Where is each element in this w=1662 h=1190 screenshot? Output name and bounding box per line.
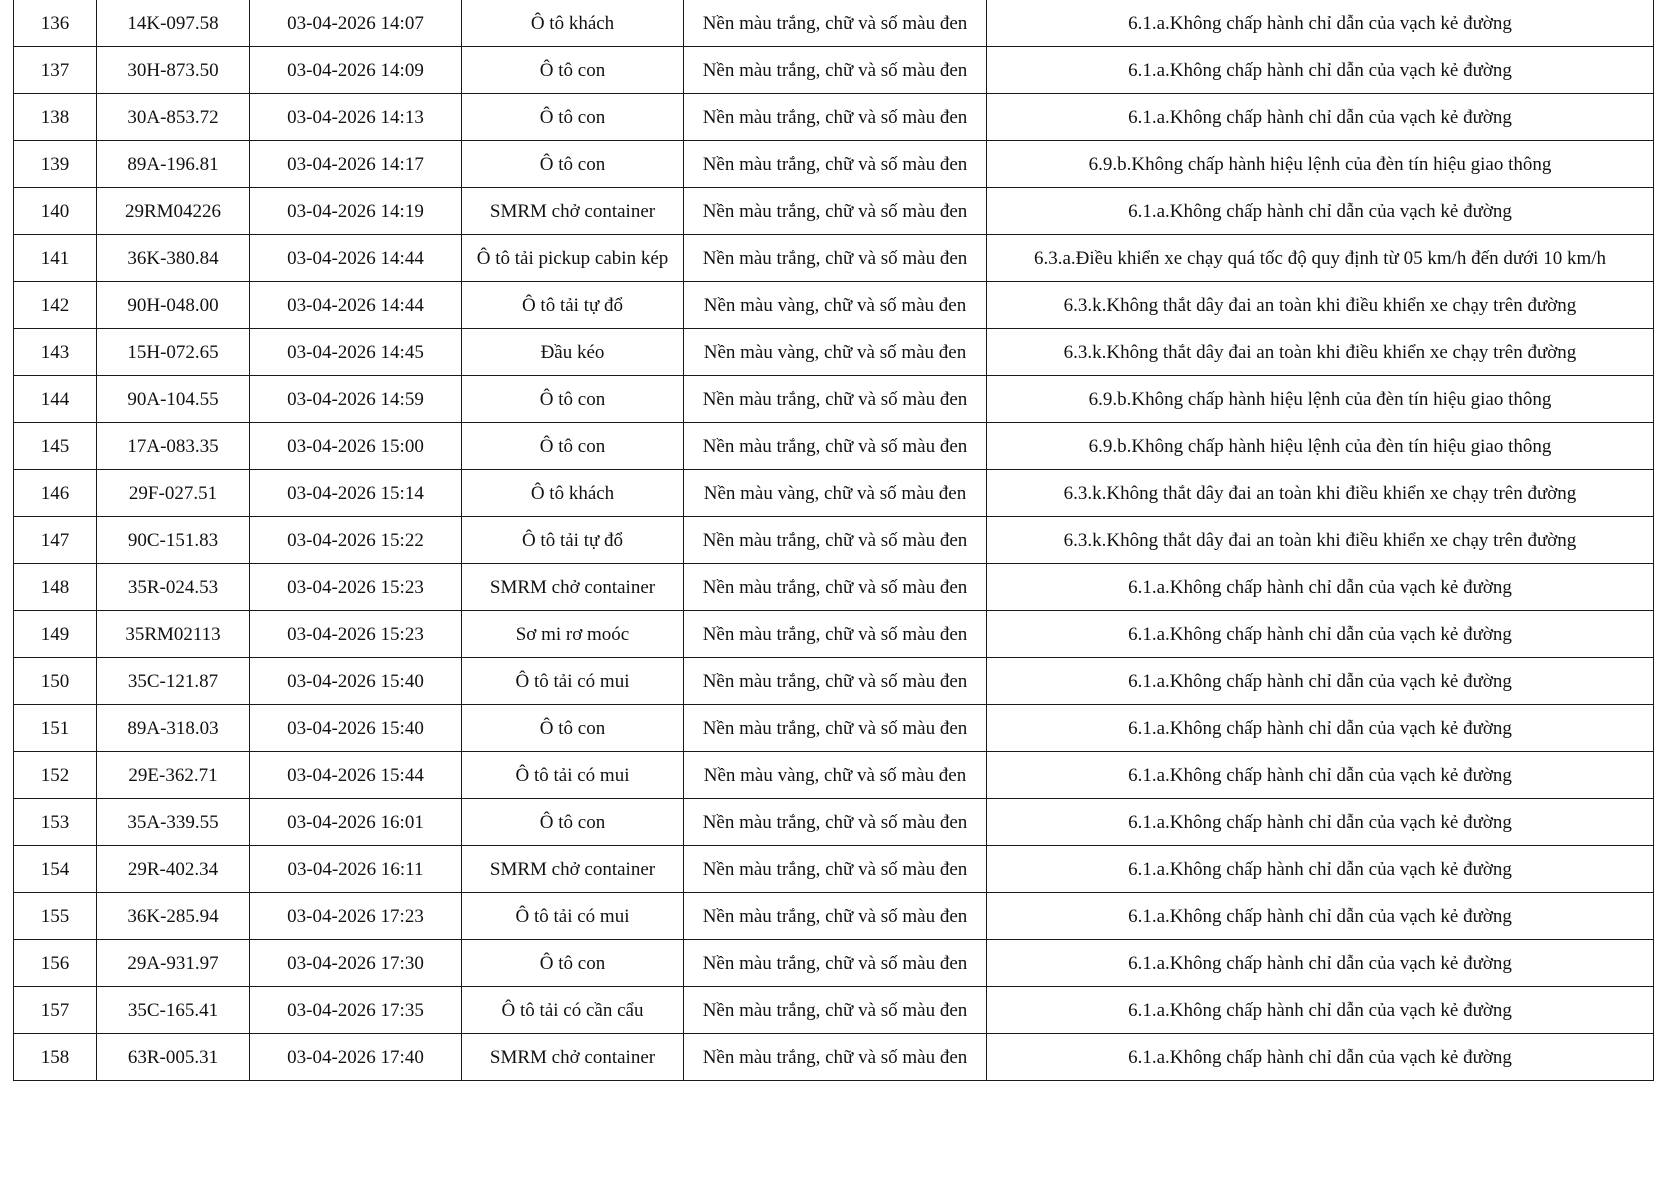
violation-time-cell: 03-04-2026 15:14: [250, 470, 462, 517]
vehicle-type-cell: Ô tô khách: [462, 470, 684, 517]
table-row: [14, 611, 1654, 658]
plate-color-cell: Nền màu trắng, chữ và số màu đen: [684, 376, 987, 423]
violation-time-cell: 03-04-2026 15:44: [250, 752, 462, 799]
vehicle-type-cell: SMRM chở container: [462, 188, 684, 235]
violation-time-cell: 03-04-2026 15:23: [250, 611, 462, 658]
license-plate-cell: 29E-362.71: [97, 752, 250, 799]
table-row: [14, 282, 1654, 329]
table-row: [14, 799, 1654, 846]
violation-description-cell: 6.1.a.Không chấp hành chỉ dẫn của vạch kẻ đường: [987, 94, 1654, 141]
vehicle-type-cell: Ô tô con: [462, 423, 684, 470]
violation-description-cell: 6.1.a.Không chấp hành chỉ dẫn của vạch kẻ đường: [987, 940, 1654, 987]
license-plate-cell: 35C-165.41: [97, 987, 250, 1034]
row-number-cell: 141: [14, 235, 97, 282]
violation-time-cell: 03-04-2026 14:07: [250, 0, 462, 47]
row-number-cell: 155: [14, 893, 97, 940]
vehicle-type-cell: Ô tô tải có mui: [462, 893, 684, 940]
table-row: [14, 517, 1654, 564]
violation-time-cell: 03-04-2026 17:23: [250, 893, 462, 940]
vehicle-type-cell: Ô tô con: [462, 94, 684, 141]
violation-description-cell: 6.1.a.Không chấp hành chỉ dẫn của vạch kẻ đường: [987, 1034, 1654, 1081]
row-number-cell: 140: [14, 188, 97, 235]
row-number-cell: 144: [14, 376, 97, 423]
license-plate-cell: 29R-402.34: [97, 846, 250, 893]
violation-description-cell: 6.3.k.Không thắt dây đai an toàn khi điều khiển xe chạy trên đường: [987, 282, 1654, 329]
violation-description-cell: 6.1.a.Không chấp hành chỉ dẫn của vạch kẻ đường: [987, 611, 1654, 658]
row-number-cell: 150: [14, 658, 97, 705]
plate-color-cell: Nền màu trắng, chữ và số màu đen: [684, 423, 987, 470]
violation-description-cell: 6.1.a.Không chấp hành chỉ dẫn của vạch kẻ đường: [987, 987, 1654, 1034]
plate-color-cell: Nền màu trắng, chữ và số màu đen: [684, 611, 987, 658]
violation-description-cell: 6.3.k.Không thắt dây đai an toàn khi điều khiển xe chạy trên đường: [987, 517, 1654, 564]
violation-description-cell: 6.1.a.Không chấp hành chỉ dẫn của vạch kẻ đường: [987, 799, 1654, 846]
row-number-cell: 157: [14, 987, 97, 1034]
table-row: [14, 940, 1654, 987]
table-row: [14, 846, 1654, 893]
violations-table: [13, 0, 1654, 1081]
plate-color-cell: Nền màu trắng, chữ và số màu đen: [684, 235, 987, 282]
plate-color-cell: Nền màu trắng, chữ và số màu đen: [684, 517, 987, 564]
violation-description-cell: 6.1.a.Không chấp hành chỉ dẫn của vạch kẻ đường: [987, 846, 1654, 893]
row-number-cell: 151: [14, 705, 97, 752]
table-row: [14, 705, 1654, 752]
license-plate-cell: 29RM04226: [97, 188, 250, 235]
license-plate-cell: 90A-104.55: [97, 376, 250, 423]
license-plate-cell: 17A-083.35: [97, 423, 250, 470]
violation-time-cell: 03-04-2026 15:22: [250, 517, 462, 564]
license-plate-cell: 36K-285.94: [97, 893, 250, 940]
vehicle-type-cell: Ô tô tải có cần cẩu: [462, 987, 684, 1034]
vehicle-type-cell: Ô tô tải pickup cabin kép: [462, 235, 684, 282]
plate-color-cell: Nền màu trắng, chữ và số màu đen: [684, 564, 987, 611]
table-row: [14, 47, 1654, 94]
violation-description-cell: 6.1.a.Không chấp hành chỉ dẫn của vạch kẻ đường: [987, 658, 1654, 705]
table-row: [14, 752, 1654, 799]
license-plate-cell: 15H-072.65: [97, 329, 250, 376]
vehicle-type-cell: Ô tô con: [462, 799, 684, 846]
violation-time-cell: 03-04-2026 14:44: [250, 282, 462, 329]
violation-description-cell: 6.1.a.Không chấp hành chỉ dẫn của vạch kẻ đường: [987, 752, 1654, 799]
plate-color-cell: Nền màu trắng, chữ và số màu đen: [684, 47, 987, 94]
license-plate-cell: 36K-380.84: [97, 235, 250, 282]
plate-color-cell: Nền màu trắng, chữ và số màu đen: [684, 987, 987, 1034]
table-row: [14, 1034, 1654, 1081]
table-body: [14, 0, 1654, 1081]
vehicle-type-cell: Đầu kéo: [462, 329, 684, 376]
table-row: [14, 893, 1654, 940]
violation-time-cell: 03-04-2026 15:40: [250, 658, 462, 705]
violation-time-cell: 03-04-2026 17:30: [250, 940, 462, 987]
violation-description-cell: 6.1.a.Không chấp hành chỉ dẫn của vạch kẻ đường: [987, 705, 1654, 752]
table-row: [14, 94, 1654, 141]
violation-time-cell: 03-04-2026 17:40: [250, 1034, 462, 1081]
table-row: [14, 658, 1654, 705]
table-row: [14, 564, 1654, 611]
violation-description-cell: 6.1.a.Không chấp hành chỉ dẫn của vạch kẻ đường: [987, 564, 1654, 611]
table-row: [14, 329, 1654, 376]
violation-time-cell: 03-04-2026 14:44: [250, 235, 462, 282]
violation-description-cell: 6.3.k.Không thắt dây đai an toàn khi điều khiển xe chạy trên đường: [987, 329, 1654, 376]
row-number-cell: 154: [14, 846, 97, 893]
vehicle-type-cell: Ô tô con: [462, 376, 684, 423]
plate-color-cell: Nền màu trắng, chữ và số màu đen: [684, 658, 987, 705]
violation-time-cell: 03-04-2026 16:01: [250, 799, 462, 846]
license-plate-cell: 35R-024.53: [97, 564, 250, 611]
vehicle-type-cell: Ô tô tải có mui: [462, 752, 684, 799]
table-row: [14, 235, 1654, 282]
row-number-cell: 158: [14, 1034, 97, 1081]
violation-description-cell: 6.1.a.Không chấp hành chỉ dẫn của vạch kẻ đường: [987, 188, 1654, 235]
row-number-cell: 145: [14, 423, 97, 470]
row-number-cell: 152: [14, 752, 97, 799]
row-number-cell: 149: [14, 611, 97, 658]
table-row: [14, 470, 1654, 517]
violation-time-cell: 03-04-2026 14:59: [250, 376, 462, 423]
license-plate-cell: 35A-339.55: [97, 799, 250, 846]
license-plate-cell: 14K-097.58: [97, 0, 250, 47]
license-plate-cell: 29F-027.51: [97, 470, 250, 517]
license-plate-cell: 30H-873.50: [97, 47, 250, 94]
plate-color-cell: Nền màu vàng, chữ và số màu đen: [684, 282, 987, 329]
vehicle-type-cell: Sơ mi rơ moóc: [462, 611, 684, 658]
license-plate-cell: 29A-931.97: [97, 940, 250, 987]
row-number-cell: 136: [14, 0, 97, 47]
plate-color-cell: Nền màu trắng, chữ và số màu đen: [684, 1034, 987, 1081]
plate-color-cell: Nền màu trắng, chữ và số màu đen: [684, 141, 987, 188]
table-row: [14, 987, 1654, 1034]
vehicle-type-cell: Ô tô tải tự đổ: [462, 282, 684, 329]
vehicle-type-cell: Ô tô con: [462, 141, 684, 188]
violation-time-cell: 03-04-2026 14:19: [250, 188, 462, 235]
row-number-cell: 138: [14, 94, 97, 141]
violation-description-cell: 6.9.b.Không chấp hành hiệu lệnh của đèn tín hiệu giao thông: [987, 376, 1654, 423]
violation-time-cell: 03-04-2026 15:00: [250, 423, 462, 470]
violation-time-cell: 03-04-2026 14:17: [250, 141, 462, 188]
violation-description-cell: 6.3.a.Điều khiển xe chạy quá tốc độ quy định từ 05 km/h đến dưới 10 km/h: [987, 235, 1654, 282]
plate-color-cell: Nền màu trắng, chữ và số màu đen: [684, 94, 987, 141]
vehicle-type-cell: SMRM chở container: [462, 564, 684, 611]
license-plate-cell: 90C-151.83: [97, 517, 250, 564]
row-number-cell: 142: [14, 282, 97, 329]
license-plate-cell: 63R-005.31: [97, 1034, 250, 1081]
row-number-cell: 137: [14, 47, 97, 94]
row-number-cell: 153: [14, 799, 97, 846]
table-row: [14, 423, 1654, 470]
license-plate-cell: 89A-318.03: [97, 705, 250, 752]
vehicle-type-cell: SMRM chở container: [462, 846, 684, 893]
table-row: [14, 0, 1654, 47]
license-plate-cell: 89A-196.81: [97, 141, 250, 188]
license-plate-cell: 90H-048.00: [97, 282, 250, 329]
vehicle-type-cell: Ô tô tải tự đổ: [462, 517, 684, 564]
violation-time-cell: 03-04-2026 14:09: [250, 47, 462, 94]
violation-time-cell: 03-04-2026 16:11: [250, 846, 462, 893]
row-number-cell: 139: [14, 141, 97, 188]
plate-color-cell: Nền màu vàng, chữ và số màu đen: [684, 752, 987, 799]
violation-description-cell: 6.9.b.Không chấp hành hiệu lệnh của đèn tín hiệu giao thông: [987, 423, 1654, 470]
vehicle-type-cell: SMRM chở container: [462, 1034, 684, 1081]
plate-color-cell: Nền màu trắng, chữ và số màu đen: [684, 846, 987, 893]
license-plate-cell: 35C-121.87: [97, 658, 250, 705]
violation-description-cell: 6.3.k.Không thắt dây đai an toàn khi điều khiển xe chạy trên đường: [987, 470, 1654, 517]
violation-time-cell: 03-04-2026 15:40: [250, 705, 462, 752]
vehicle-type-cell: Ô tô con: [462, 940, 684, 987]
row-number-cell: 148: [14, 564, 97, 611]
row-number-cell: 147: [14, 517, 97, 564]
plate-color-cell: Nền màu trắng, chữ và số màu đen: [684, 940, 987, 987]
vehicle-type-cell: Ô tô con: [462, 705, 684, 752]
vehicle-type-cell: Ô tô con: [462, 47, 684, 94]
plate-color-cell: Nền màu trắng, chữ và số màu đen: [684, 705, 987, 752]
plate-color-cell: Nền màu vàng, chữ và số màu đen: [684, 470, 987, 517]
plate-color-cell: Nền màu trắng, chữ và số màu đen: [684, 799, 987, 846]
violation-description-cell: 6.1.a.Không chấp hành chỉ dẫn của vạch kẻ đường: [987, 893, 1654, 940]
license-plate-cell: 30A-853.72: [97, 94, 250, 141]
row-number-cell: 146: [14, 470, 97, 517]
violation-description-cell: 6.9.b.Không chấp hành hiệu lệnh của đèn tín hiệu giao thông: [987, 141, 1654, 188]
plate-color-cell: Nền màu trắng, chữ và số màu đen: [684, 893, 987, 940]
vehicle-type-cell: Ô tô khách: [462, 0, 684, 47]
table-row: [14, 141, 1654, 188]
violation-description-cell: 6.1.a.Không chấp hành chỉ dẫn của vạch kẻ đường: [987, 47, 1654, 94]
plate-color-cell: Nền màu trắng, chữ và số màu đen: [684, 0, 987, 47]
license-plate-cell: 35RM02113: [97, 611, 250, 658]
plate-color-cell: Nền màu vàng, chữ và số màu đen: [684, 329, 987, 376]
plate-color-cell: Nền màu trắng, chữ và số màu đen: [684, 188, 987, 235]
violation-description-cell: 6.1.a.Không chấp hành chỉ dẫn của vạch kẻ đường: [987, 0, 1654, 47]
violation-time-cell: 03-04-2026 14:45: [250, 329, 462, 376]
row-number-cell: 143: [14, 329, 97, 376]
violation-time-cell: 03-04-2026 15:23: [250, 564, 462, 611]
row-number-cell: 156: [14, 940, 97, 987]
table-row: [14, 376, 1654, 423]
vehicle-type-cell: Ô tô tải có mui: [462, 658, 684, 705]
violation-time-cell: 03-04-2026 17:35: [250, 987, 462, 1034]
table-row: [14, 188, 1654, 235]
violation-time-cell: 03-04-2026 14:13: [250, 94, 462, 141]
